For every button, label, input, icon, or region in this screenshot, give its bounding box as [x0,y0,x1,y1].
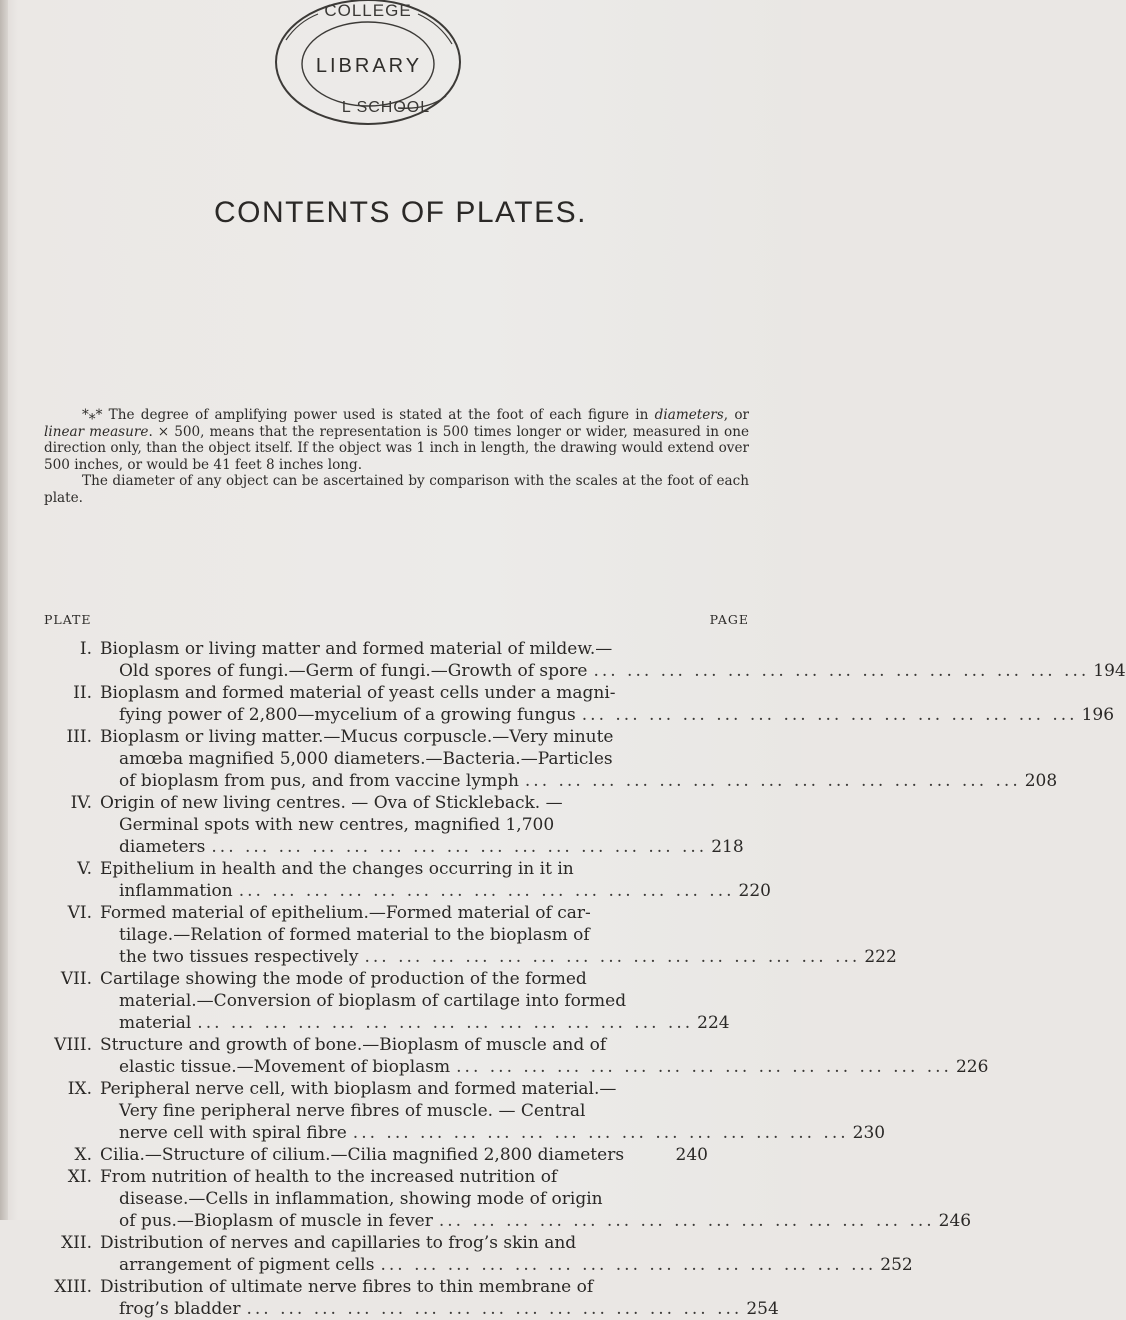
plate-entry [40,682,1115,726]
plate-description-line: Germinal spots with new centres, magnified 1,700 [119,815,555,835]
plate-description-last-line [100,946,897,968]
plate-description [100,1276,779,1320]
plate-description-line: Bioplasm or living matter.—Mucus corpuscle.—Very minute [100,727,614,747]
plate-description-last-line [100,1012,730,1034]
plate-description-line: frog’s bladder [119,1299,241,1319]
plate-description-line: Distribution of ultimate nerve fibres to thin membrane of [100,1277,594,1297]
plate-entry [40,1144,760,1166]
dot-leader: ... ... ... ... ... ... ... ... ... ... ... ... ... ... ... [593,661,1090,681]
plate-number: XII. [61,1233,92,1253]
plate-description-last-line [100,770,1058,792]
note-emphasis-linear: linear measure [44,423,149,440]
plate-description-line: Epithelium in health and the changes occurring in it in [100,859,574,879]
plate-number: XI. [67,1167,92,1187]
plate-description [100,1034,989,1078]
dot-leader: ... ... ... ... ... ... ... ... ... ... ... ... ... ... ... [524,771,1021,791]
stamp-library-text: LIBRARY [315,55,423,77]
plate-description-line: Old spores of fungi.—Germ of fungi.—Growth of spore [119,661,588,681]
plate-description-line: disease.—Cells in inflammation, showing mode of origin [119,1189,603,1209]
plate-page-number: 224 [697,1013,730,1033]
plate-description-line: Peripheral nerve cell, with bioplasm and formed material.— [100,1079,617,1099]
dot-leader: ... ... ... ... ... ... ... ... ... ... ... ... ... ... ... [456,1057,952,1077]
plate-description [100,902,897,968]
plate-page-number: 226 [955,1057,989,1077]
note-text: . × 500, means that the representation is 500 times longer or wider, measured in one direction only, than the object itself. If the object was 1 inch in length, the drawing would extend over 500 inches, or would be 41 feet 8 inches long. [44,423,750,473]
plate-page-number: 218 [711,837,744,857]
dot-leader: ... ... ... ... ... ... ... ... ... ... ... ... ... ... ... [211,837,708,857]
dot-leader: ... ... ... ... ... ... ... ... ... ... ... ... ... ... ... [581,705,1078,725]
plate-description-line: arrangement of pigment cells [119,1255,375,1275]
plate-number: VII. [60,969,92,989]
plate-page-number: 240 [675,1145,708,1165]
plate-description-line: Formed material of epithelium.—Formed material of car- [100,903,591,923]
plate-description-last-line [100,836,744,858]
dot-leader: ... ... ... ... ... ... ... ... ... ... ... ... ... ... ... [238,881,735,901]
plate-entry [40,1276,779,1320]
plate-description-line: elastic tissue.—Movement of bioplasm [119,1057,451,1077]
plate-description [100,968,760,1034]
note-text: , or [723,407,750,423]
plate-number: VIII. [54,1035,92,1055]
plate-entry [40,792,760,858]
page-binding-edge [0,0,8,1220]
plate-description [100,726,1058,792]
plate-column-header: PLATE [44,612,92,627]
plate-description [100,858,771,902]
library-stamp [258,0,478,150]
plate-description-line: From nutrition of health to the increased nutrition of [100,1167,558,1187]
plate-description [100,792,760,858]
plate-description-line: Bioplasm and formed material of yeast cells under a magni- [100,683,616,703]
plate-page-number: 246 [938,1211,972,1231]
plate-description-last-line [100,704,1115,726]
plate-entry [40,638,1126,682]
note-paragraph-1 [44,407,749,473]
plate-entry [40,1166,972,1232]
plate-description [100,1078,886,1144]
plate-description [100,682,1115,726]
plate-description-last-line [100,880,771,902]
plate-description-line: amœba magnified 5,000 diameters.—Bacteria.—Particles [119,749,613,769]
plate-page-number: 222 [864,947,897,967]
note-text: The degree of amplifying power used is stated at the foot of each figure in [108,407,655,423]
plate-description-last-line [100,1210,972,1232]
plate-description-line: nerve cell with spiral fibre [119,1123,347,1143]
plate-page-number: 252 [880,1255,913,1275]
plate-page-number: 230 [852,1123,886,1143]
plate-number: IV. [70,793,92,813]
dot-leader: ... ... ... ... ... ... ... ... ... ... ... ... ... ... ... [364,947,861,967]
plate-description-line: tilage.—Relation of formed material to the bioplasm of [119,925,590,945]
plate-description-line: Origin of new living centres. — Ova of Stickleback. — [100,793,563,813]
magnification-note [44,407,749,506]
plate-page-number: 208 [1024,771,1058,791]
note-marker: *⁎* [82,407,103,423]
plate-entry [40,902,897,968]
plate-description-line: Cartilage showing the mode of production of the formed [100,969,587,989]
plate-entry [40,726,1058,792]
plate-description-last-line [100,1144,708,1166]
plate-description-last-line [100,660,1126,682]
plate-number: II. [73,683,92,703]
plate-description-line: of pus.—Bioplasm of muscle in fever [119,1211,433,1231]
plate-page-number: 194 [1093,661,1126,681]
plate-description-line: fying power of 2,800—mycelium of a growing fungus [119,705,576,725]
plate-description-line: Bioplasm or living matter and formed material of mildew.— [100,639,613,659]
plate-description-last-line [100,1254,913,1276]
plate-description-last-line [100,1122,886,1144]
page-column-header: PAGE [709,612,749,627]
stamp-college-text: COLLEGE [324,1,412,20]
plate-description-line: Cilia.—Structure of cilium.—Cilia magnified 2,800 diameters [100,1145,625,1165]
plate-description-line: material [119,1013,192,1033]
plate-description-last-line [100,1056,989,1078]
plate-description-line: the two tissues respectively [119,947,359,967]
note-paragraph-2: The diameter of any object can be ascertained by comparison with the scales at the foot of each plate. [44,473,749,506]
dot-leader: ... ... ... ... ... ... ... ... ... ... ... ... ... ... ... [352,1123,849,1143]
plate-page-number: 254 [746,1299,779,1319]
stamp-school-text: L SCHOOL [341,99,431,116]
dot-leader: ... ... ... ... ... ... ... ... ... ... ... ... ... ... ... [246,1299,743,1319]
plate-description-last-line [100,1298,779,1320]
plate-description-line: inflammation [119,881,233,901]
plate-entry [40,1232,913,1276]
plate-description-line: material.—Conversion of bioplasm of cartilage into formed [119,991,627,1011]
plate-description [100,1166,972,1232]
dot-leader: ... ... ... ... ... ... ... ... ... ... ... ... ... ... ... [197,1013,694,1033]
plate-page-number: 220 [738,881,771,901]
plate-number: III. [66,727,92,747]
plate-entry [40,1034,989,1078]
dot-leader: ... ... ... ... ... ... ... ... ... ... ... ... ... ... ... [380,1255,877,1275]
plate-description [100,638,1126,682]
plate-entry [40,1078,886,1144]
plate-page-number: 196 [1081,705,1115,725]
plates-list [40,638,1126,1320]
plate-number: V. [77,859,92,879]
plate-description [100,1232,913,1276]
plate-description-line: diameters [119,837,206,857]
page-title: CONTENTS OF PLATES. [214,196,587,229]
plate-number: I. [79,639,92,659]
plate-number: X. [74,1145,92,1165]
plate-description-line: Distribution of nerves and capillaries to frog’s skin and [100,1233,577,1253]
plate-entry [40,858,771,902]
plate-entry [40,968,760,1034]
plate-description-line: Structure and growth of bone.—Bioplasm of muscle and of [100,1035,607,1055]
plate-number: XIII. [54,1277,92,1297]
dot-leader: ... ... ... ... ... ... ... ... ... ... ... ... ... ... ... [438,1211,935,1231]
plate-description-line: Very fine peripheral nerve fibres of muscle. — Central [119,1101,586,1121]
note-emphasis-diameters: diameters [654,407,724,423]
plate-number: VI. [67,903,92,923]
plate-description [100,1144,760,1166]
plate-description-line: of bioplasm from pus, and from vaccine lymph [119,771,519,791]
plate-number: IX. [67,1079,92,1099]
